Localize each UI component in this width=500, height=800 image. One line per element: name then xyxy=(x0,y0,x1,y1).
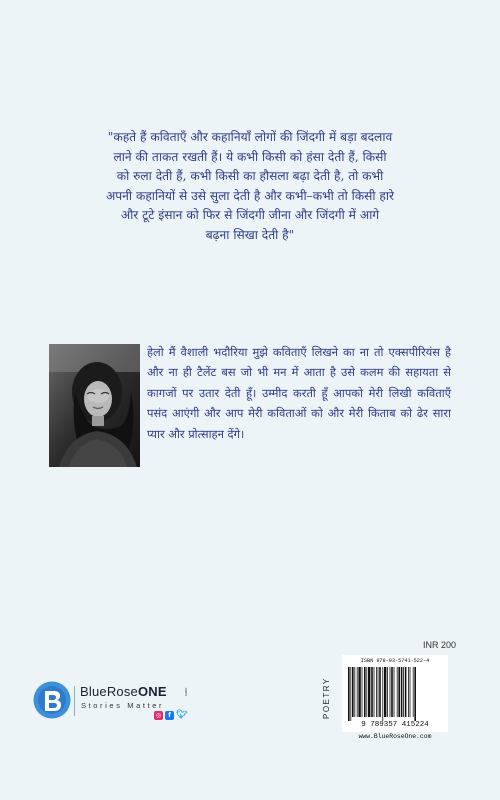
author-bio: हेलो मैं वैशाली भदौरिया मुझे कविताएँ लिखने का ना तो एक्सपीरियंस है और ना ही टैलेंट बस जो भी मन में आता है उसे कलम की सहायता से कागजों पर उतार देती हूँ। उम्मीद करती हूँ आपको मेरी लिखी कविताएँ पसंद आएंगी और आप मेरी कविताओं को और मेरी किताब को ढेर सारा प्यार और प्रोत्साहन देंगे। xyxy=(147,345,451,441)
quote-line: अपनी कहानियों से उसे सुला देती है और कभी–कभी तो किसी हारे xyxy=(105,188,395,203)
facebook-icon[interactable]: f xyxy=(165,711,174,720)
quote-line: और टूटे इंसान को फिर से जिंदगी जीना और जिंदगी में आगे xyxy=(120,208,380,222)
barcode-icon xyxy=(348,667,442,721)
quote-line: बढ़ना सिखा देती है" xyxy=(205,227,295,242)
barcode-number: 9 789357 415224 xyxy=(361,721,429,729)
quote-line: "कहते हैं कविताएँ और कहानियाँ लोगों की जिंदगी में बड़ा बदलाव xyxy=(107,130,393,144)
publisher-domain-mark: .com xyxy=(184,687,189,696)
logo-divider xyxy=(74,686,75,716)
genre-label: POETRY xyxy=(322,677,331,719)
quote-line: लाने की ताकत रखती हैं। ये कभी किसी को हंसा देती हैं, किसी xyxy=(113,149,387,164)
author-photo xyxy=(49,344,140,467)
quote-line: को रुला देती हैं, कभी किसी का हौसला बढ़ा देती है, तो कभी xyxy=(116,169,384,183)
isbn-label: ISBN 978-93-5741-522-4 xyxy=(360,658,430,664)
publisher-tagline: Stories Matter xyxy=(81,701,165,710)
isbn-barcode xyxy=(342,655,448,732)
twitter-icon[interactable]: 🐦︎ xyxy=(176,710,188,720)
instagram-icon[interactable]: ◎ xyxy=(155,712,162,719)
publisher-website: www.BlueRoseOne.com xyxy=(358,733,432,740)
publisher-name: BlueRoseONE xyxy=(80,684,167,699)
bluerose-logo-icon xyxy=(33,681,71,719)
price-label: INR 200 xyxy=(423,640,457,650)
social-icons xyxy=(154,710,188,720)
back-cover-quote xyxy=(60,128,440,245)
